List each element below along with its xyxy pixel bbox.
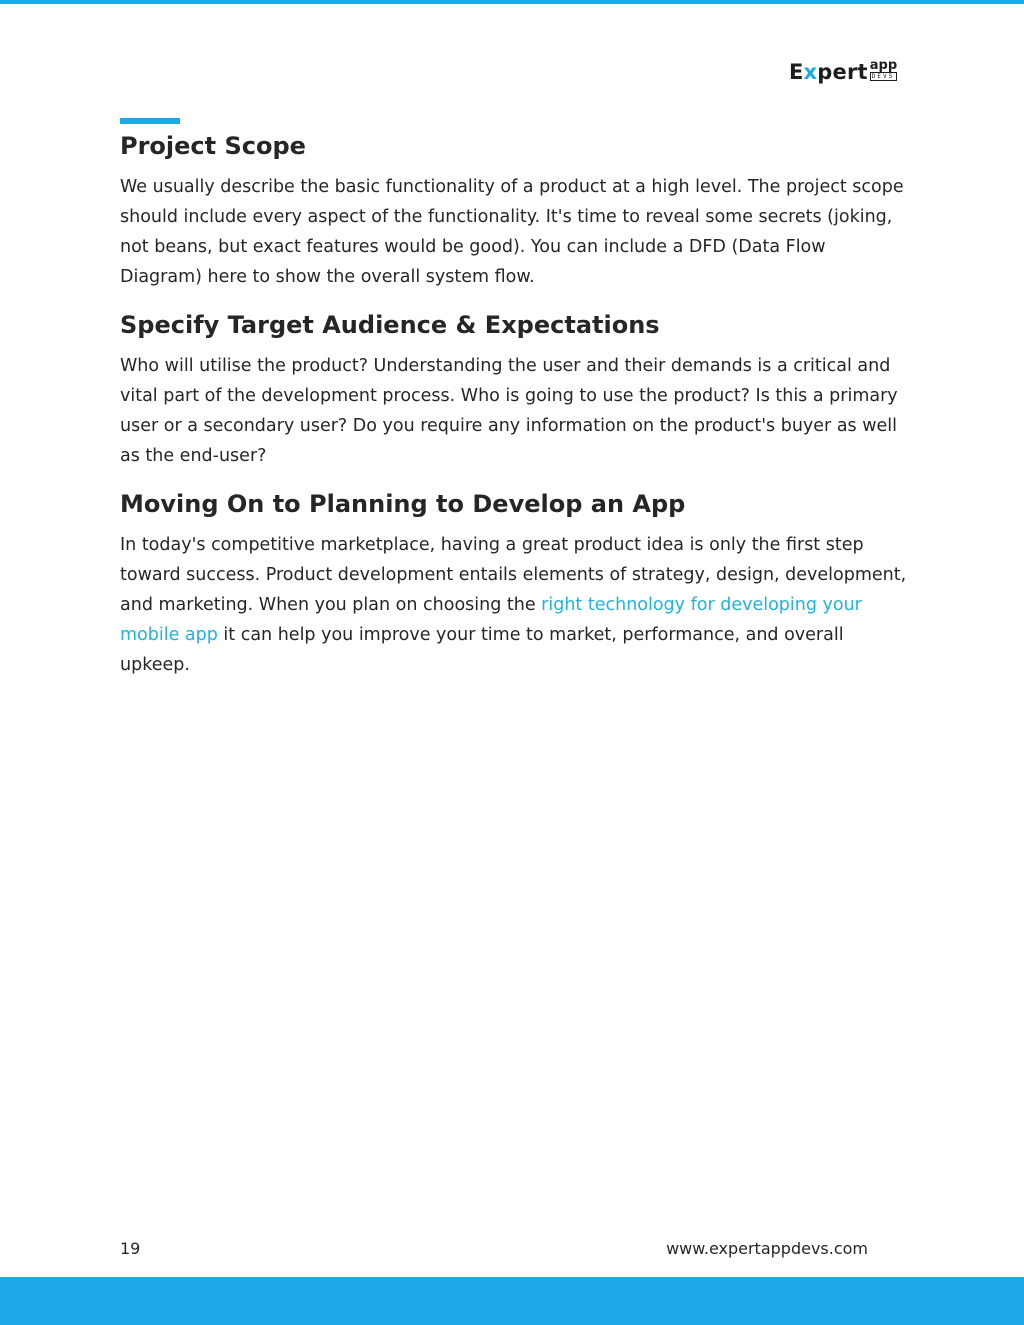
- page-content: [120, 128, 910, 695]
- paragraph-text-before-link: In today's competitive marketplace, having a great product idea is only the first step toward success. Product development entails elements of strategy, design, development, and marketing. When you plan on choosing the: [120, 535, 907, 615]
- logo-devs-text: DEVS: [870, 72, 897, 81]
- heading-target-audience: Specify Target Audience & Expectations: [120, 311, 660, 339]
- page-number: 19: [120, 1239, 141, 1258]
- paragraph-planning-app: [120, 530, 910, 680]
- paragraph-target-audience: Who will utilise the product? Understanding the user and their demands is a critical and vital part of the development process. Who is going to use the product? Is this a primary user or a secondary user? Do you require any information on the product's buyer as well as the end-user?: [120, 356, 898, 466]
- heading-project-scope: Project Scope: [120, 132, 306, 160]
- top-accent-bar: [0, 0, 1024, 4]
- logo-badge: [870, 60, 897, 81]
- heading-planning-app: Moving On to Planning to Develop an App: [120, 490, 686, 518]
- footer-website-url: www.expertappdevs.com: [666, 1239, 868, 1258]
- section-accent-rule: [120, 118, 180, 124]
- expertappdevs-logo: [789, 56, 897, 84]
- technology-link[interactable]: right technology for developing your mobile app: [120, 595, 862, 645]
- logo-wordmark: Expert: [789, 60, 868, 84]
- paragraph-text-after-link: it can help you improve your time to market, performance, and overall upkeep.: [120, 625, 844, 675]
- logo-app-text: app: [869, 58, 898, 73]
- bottom-accent-bar: [0, 1277, 1024, 1325]
- paragraph-project-scope: We usually describe the basic functionality of a product at a high level. The project scope should include every aspect of the functionality. It's time to reveal some secrets (joking, not beans, but exact features would be good). You can include a DFD (Data Flow Diagram) here to show the overall system flow.: [120, 177, 904, 287]
